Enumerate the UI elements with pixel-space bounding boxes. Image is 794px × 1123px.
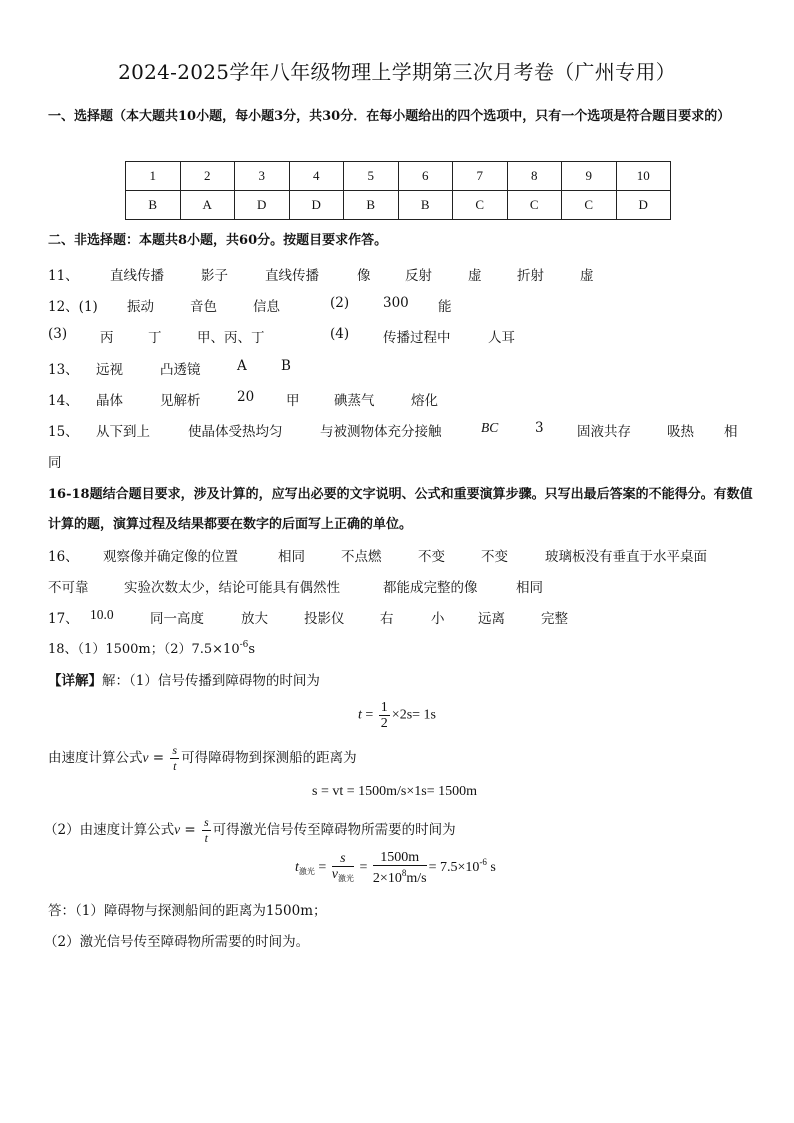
question-number: 11、 — [48, 268, 79, 284]
table-cell: B — [398, 191, 453, 220]
answer-text: 吸热 — [667, 424, 694, 440]
choice-answer-table — [125, 161, 671, 220]
answer-text: 20 — [237, 389, 255, 405]
table-cell: C — [453, 191, 508, 220]
answer-text: 信息 — [253, 299, 280, 315]
table-cell: 3 — [235, 162, 290, 191]
answer-text: 10.0 — [90, 607, 114, 622]
q18-head-unit: s — [248, 642, 256, 657]
table-cell: D — [235, 191, 290, 220]
question-number: (3) — [48, 326, 68, 342]
formula-var: v — [174, 822, 181, 837]
answer-text-wrap: 同 — [48, 455, 62, 471]
answer-text: 影子 — [201, 268, 228, 284]
answer-text: 晶体 — [96, 393, 123, 409]
q18-detail-line — [48, 669, 320, 689]
formula-rhs: ×2s= 1s — [391, 707, 436, 723]
fraction — [170, 743, 179, 774]
answer-text: 直线传播 — [110, 268, 164, 284]
fraction — [332, 851, 354, 886]
table-cell: D — [289, 191, 344, 220]
question-number: 13、 — [48, 362, 79, 378]
fraction-denominator — [332, 867, 354, 886]
answer-text: 直线传播 — [265, 268, 319, 284]
denominator-exp: 8 — [401, 868, 407, 878]
answer-text: 熔化 — [411, 393, 438, 409]
part2-line: （2）由速度计算公式v = $\frac{s}{t}$ 可得激光信号传至障碍物所需要的时间为 — [44, 815, 456, 845]
fraction — [202, 815, 211, 846]
answer-text: 见解析 — [160, 393, 201, 409]
fraction-denominator: t — [173, 759, 177, 773]
q18-head-text: 18、（1）1500m；（2）7.5×10 — [48, 642, 240, 657]
table-row-numbers — [126, 162, 671, 191]
question-number: 15、 — [48, 424, 79, 440]
speed-formula-line: 由速度计算公式v = $\frac{s}{t}$ 可得障碍物到探测船的距离为 — [48, 743, 357, 773]
answer-text: 远离 — [478, 611, 505, 627]
fraction-numerator: 1 — [380, 700, 388, 715]
question-number: 12、(1) — [48, 299, 98, 315]
table-cell: C — [562, 191, 617, 220]
q18-summary — [48, 638, 255, 657]
instruction-note: 16-18题结合题目要求，涉及计算的，应写出必要的文字说明、公式和重要演算步骤。只写出最后答案的不能得分。有数值计算的题，演算过程及结果都要在数字的后面写上正确的单位。 — [48, 487, 753, 532]
final-answer-1: 答：（1）障碍物与探测船间的距离为1500m； — [48, 903, 327, 919]
fraction — [379, 700, 390, 731]
question-number: 16、 — [48, 549, 79, 565]
answer-text: 投影仪 — [304, 611, 345, 627]
formula-result: = 7.5×10 — [428, 860, 480, 876]
question-number: 14、 — [48, 393, 79, 409]
answer-text: 不变 — [481, 549, 508, 565]
line-text: 由速度计算公式 — [48, 750, 143, 766]
denominator-var: v — [331, 866, 339, 882]
formula-var: v — [142, 750, 149, 765]
answer-text: 使晶体受热均匀 — [188, 424, 283, 440]
table-cell: 10 — [616, 162, 671, 191]
line-text: 可得激光信号传至障碍物所需要的时间为 — [212, 822, 456, 838]
section-1-heading: 一、选择题（本大题共10小题，每小题3分，共30分．在每小题给出的四个选项中，只有一个选项是符合题目要求的） — [48, 109, 731, 124]
question-number: 17、 — [48, 611, 79, 627]
answer-text: 观察像并确定像的位置 — [103, 549, 238, 565]
line-text: （2）由速度计算公式 — [44, 822, 175, 838]
answer-text: 碘蒸气 — [334, 393, 375, 409]
answer-text: 甲、丙、丁 — [197, 330, 265, 346]
table-cell: 6 — [398, 162, 453, 191]
answer-text: 完整 — [541, 611, 568, 627]
answer-text: 不可靠 — [48, 580, 89, 596]
answer-text: 同一高度 — [150, 611, 204, 627]
table-cell: 4 — [289, 162, 344, 191]
answer-text: 像 — [357, 268, 371, 284]
formula-subscript: 激光 — [298, 867, 315, 877]
fraction-numerator: s — [204, 815, 209, 829]
answer-text: 玻璃板没有垂直于水平桌面 — [545, 549, 707, 565]
answer-text: 相同 — [516, 580, 543, 596]
table-cell: B — [126, 191, 181, 220]
fraction-numerator: s — [172, 743, 178, 757]
answer-text: A — [237, 358, 247, 374]
answer-text: 折射 — [517, 268, 544, 284]
formula-var: t — [358, 707, 362, 723]
answer-text: 放大 — [241, 611, 268, 627]
detail-text: 解：（1）信号传播到障碍物的时间为 — [102, 673, 320, 689]
table-cell: A — [180, 191, 235, 220]
answer-text: 丁 — [148, 330, 162, 346]
answer-text: 实验次数太少，结论可能具有偶然性 — [124, 580, 340, 596]
denominator-unit: m/s — [406, 871, 427, 886]
formula-var: t — [295, 860, 299, 876]
fraction-numerator: s — [332, 851, 354, 867]
answer-text: 与被测物体充分接触 — [320, 424, 442, 440]
table-cell: D — [616, 191, 671, 220]
fraction-denominator: t — [204, 831, 208, 845]
section-2-heading: 二、非选择题：本题共8小题，共60分。按题目要求作答。 — [48, 233, 388, 248]
fraction — [373, 850, 427, 886]
formula-subscript: 激光 — [338, 873, 355, 883]
formula-distance: s = vt = 1500m/s×1s= 1500m — [312, 784, 477, 799]
table-cell: 2 — [180, 162, 235, 191]
final-answer-2: （2）激光信号传至障碍物所需要的时间为。 — [44, 934, 310, 950]
answer-text: 从下到上 — [96, 424, 150, 440]
table-row-answers — [126, 191, 671, 220]
answer-text: 凸透镜 — [160, 362, 201, 378]
answer-text: (4) — [330, 326, 350, 342]
formula-result-unit: s — [486, 860, 496, 876]
answer-text: 相 — [724, 424, 738, 440]
answer-text: 能 — [438, 299, 452, 315]
answer-text: 300 — [383, 295, 409, 311]
detail-label: 【详解】 — [48, 673, 102, 689]
answer-text: 虚 — [580, 268, 594, 284]
answer-text: 不变 — [418, 549, 445, 565]
answer-text: 传播过程中 — [383, 330, 451, 346]
answer-text: 反射 — [405, 268, 432, 284]
fraction-numerator: 1500m — [373, 850, 427, 866]
table-cell: B — [344, 191, 399, 220]
answer-text: 远视 — [96, 362, 123, 378]
q18-head-exp: -6 — [239, 640, 249, 650]
formula-time: t = $\frac{1}{2}$ ×2s= 1s — [358, 700, 436, 731]
table-cell: 5 — [344, 162, 399, 191]
answer-text: 甲 — [286, 393, 300, 409]
answer-text: 都能成完整的像 — [383, 580, 478, 596]
table-cell: C — [507, 191, 562, 220]
answer-text: 小 — [431, 611, 445, 627]
fraction-denominator: 2 — [380, 716, 388, 731]
answer-text: 人耳 — [488, 330, 515, 346]
answer-text: 丙 — [100, 330, 114, 346]
table-cell: 1 — [126, 162, 181, 191]
answer-text: B — [281, 358, 291, 374]
formula-laser-time: $t_{激光}$ = $\frac{s}{v_{激光}}$ = $\frac{1500m}{2\times 10^8m/s}$ = $7.5\times 10^{-6}$ s — [295, 850, 496, 886]
answer-text: 虚 — [468, 268, 482, 284]
answer-text: 相同 — [278, 549, 305, 565]
answer-text: 音色 — [190, 299, 217, 315]
line-text: 可得障碍物到探测船的距离为 — [181, 750, 357, 766]
answer-text: (2) — [330, 295, 350, 311]
answer-text: 3 — [535, 420, 544, 436]
answer-text: 不点燃 — [341, 549, 382, 565]
table-cell: 8 — [507, 162, 562, 191]
table-cell: 9 — [562, 162, 617, 191]
denominator-text: 2×10 — [372, 871, 402, 886]
fraction-denominator — [373, 866, 427, 886]
answer-text: BC — [481, 420, 499, 435]
answer-text: 振动 — [127, 299, 154, 315]
answer-text: 右 — [380, 611, 394, 627]
table-cell: 7 — [453, 162, 508, 191]
answer-text: 固液共存 — [577, 424, 631, 440]
page-title: 2024-2025学年八年级物理上学期第三次月考卷（广州专用） — [118, 60, 676, 84]
formula-result-exp: -6 — [479, 857, 487, 868]
